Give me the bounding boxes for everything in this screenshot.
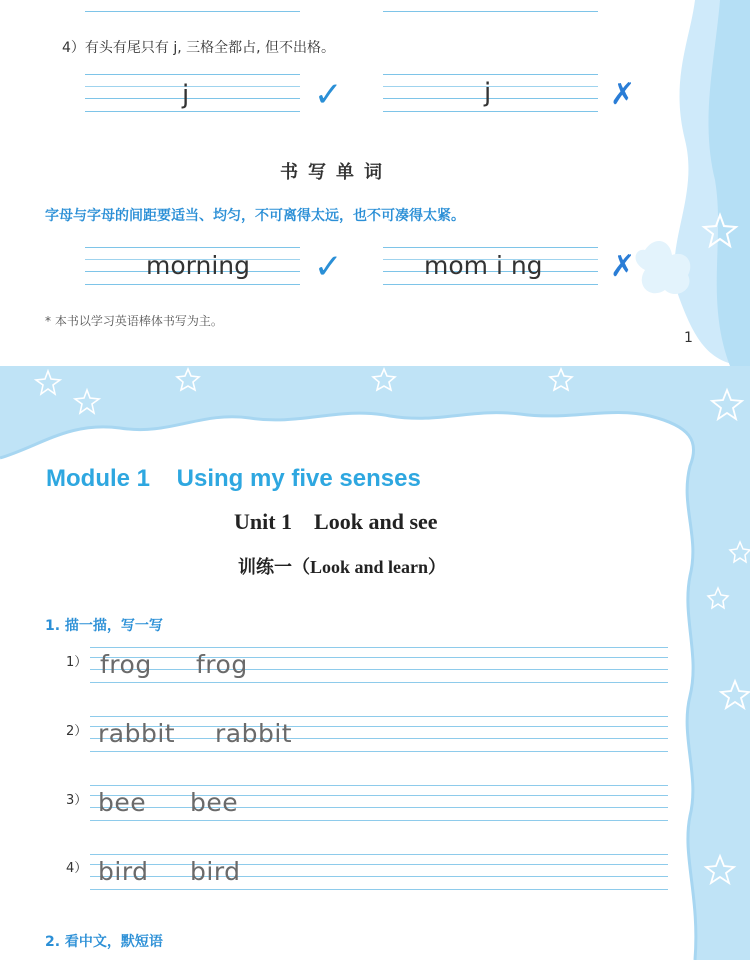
sample-letter-j-correct: j (182, 80, 190, 110)
star-icon (373, 369, 395, 390)
page-number: 1 (684, 330, 693, 346)
star-icon (177, 369, 199, 390)
star-icon (721, 681, 749, 708)
exercise-1-heading: 1. 描一描，写一写 (45, 618, 163, 634)
star-icon (712, 390, 742, 419)
cross-icon: ✗ (610, 77, 636, 112)
item-number: 1） (66, 655, 88, 670)
check-icon: ✓ (314, 75, 343, 115)
bottom-page (0, 366, 750, 960)
writing-lines[interactable] (90, 854, 668, 896)
trace-word: frog (196, 650, 248, 679)
writing-lines[interactable] (90, 785, 668, 827)
writing-lines[interactable] (90, 716, 668, 758)
sample-word-correct: morning (146, 251, 250, 280)
section-title: 书写单词 (280, 162, 392, 183)
guide-lines (85, 74, 300, 112)
trace-word: bird (190, 857, 241, 886)
trace-word: rabbit (98, 719, 176, 748)
guide-lines (383, 0, 598, 12)
cloud-decoration (600, 0, 750, 366)
star-icon (75, 390, 99, 413)
unit-title: Unit 1 Look and see (234, 509, 438, 534)
spacing-note: 字母与字母的间距要适当、均匀，不可离得太远，也不可凑得太紧。 (45, 208, 465, 224)
star-icon (706, 856, 734, 883)
guide-lines (85, 0, 300, 12)
item-number: 3） (66, 793, 88, 808)
star-icon (730, 542, 750, 562)
trace-word: rabbit (215, 719, 293, 748)
rule-4-text: 4）有头有尾只有 j, 三格全都占, 但不出格。 (62, 40, 336, 56)
print-note: * 本书以学习英语棒体书写为主。 (45, 314, 223, 328)
lesson-title: 训练一（Look and learn） (238, 557, 447, 577)
check-icon: ✓ (314, 247, 343, 287)
trace-word: bee (190, 788, 239, 817)
trace-word: bird (98, 857, 149, 886)
star-icon (36, 371, 60, 394)
trace-word: frog (100, 650, 152, 679)
cross-icon: ✗ (610, 249, 636, 284)
star-icon (708, 588, 728, 608)
sample-word-incorrect: mom i ng (424, 251, 543, 280)
top-page (0, 0, 750, 366)
item-number: 2） (66, 724, 88, 739)
star-icon (550, 369, 572, 390)
exercise-2-heading: 2. 看中文，默短语 (45, 934, 163, 950)
writing-lines[interactable] (90, 647, 668, 689)
item-number: 4） (66, 861, 88, 876)
module-title: Module 1 Using my five senses (46, 465, 421, 492)
trace-word: bee (98, 788, 147, 817)
sample-letter-j-incorrect: j (484, 78, 492, 108)
